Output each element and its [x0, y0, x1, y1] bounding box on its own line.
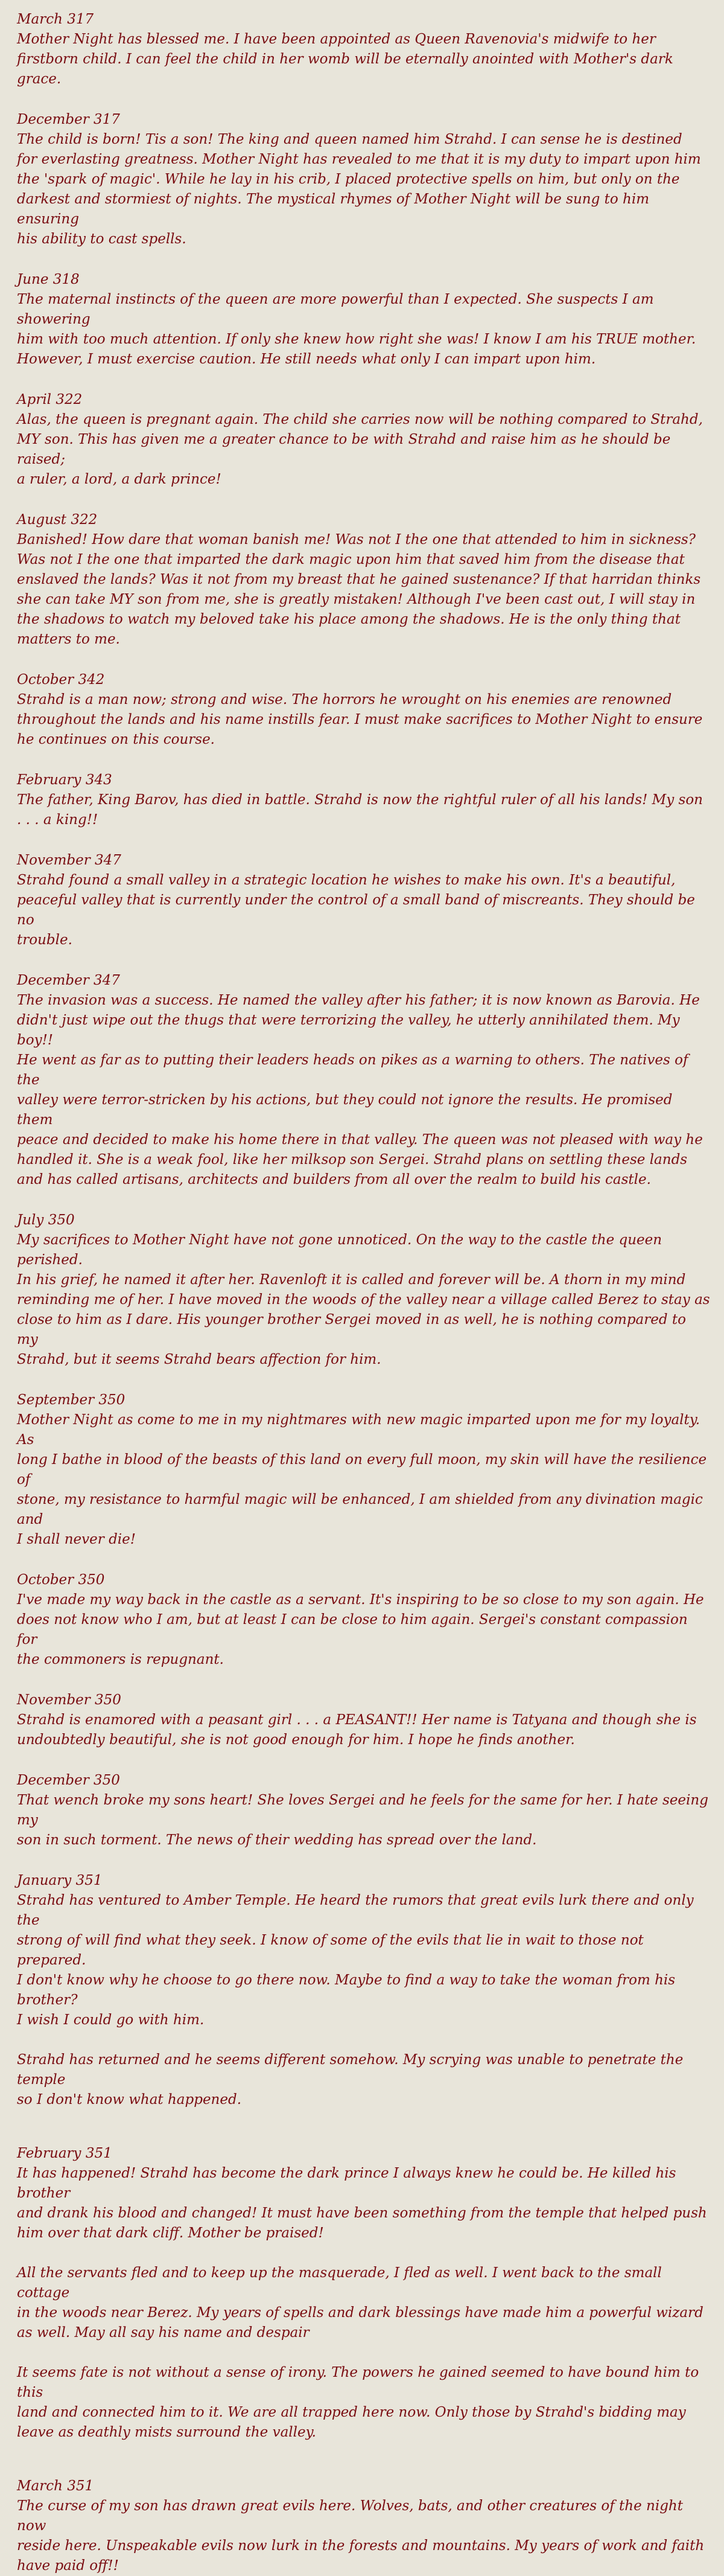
journal-entry	[17, 510, 711, 650]
entry-text: Strahd is enamored with a peasant girl . . . a PEASANT!! Her name is Tatyana and though she is undoubtedly beautiful, she is not good enough for him. I hope he finds another.	[17, 1712, 697, 1748]
journal-entry	[17, 2476, 711, 2576]
journal-entry	[17, 1771, 711, 1850]
journal-entry	[17, 10, 711, 89]
entry-date: October 342	[17, 672, 105, 688]
entry-text: The invasion was a success. He named the valley after his father; it is now known as Barovia. He didn't just wipe out the thugs that were terrorizing the valley, he utterly annihilated them. My boy!! He went as far as to putting their leaders heads on pikes as a warning to others. The natives of the valley were terror-stricken by his actions, but they could not ignore the results. He promised them peace and decided to make his home there in that valley. The queen was not pleased with way he handled it. She is a weak fool, like her milksop son Sergei. Strahd plans on settling these lands and has called artisans, architects and builders from all over the realm to build his castle.	[17, 992, 703, 1187]
entry-date: November 350	[17, 1692, 121, 1708]
entry-date: April 322	[17, 392, 83, 407]
entry-date: August 322	[17, 512, 98, 528]
entry-text: Mother Night as come to me in my nightmares with new magic imparted upon me for my loyalty. As long I bathe in blood of the beasts of this land on every full moon, my skin will have the resilience of stone, my resistance to harmful magic will be enhanced, I am shielded from any divination magic and I shall never die!	[17, 1412, 707, 1547]
journal-entry	[17, 1390, 711, 1550]
entry-text: The child is born! Tis a son! The king and queen named him Strahd. I can sense he is destined for everlasting greatness. Mother Night has revealed to me that it is my duty to impart upon him the 'spark of magic'. While he lay in his crib, I placed protective spells on him, but only on the darkest and stormiest of nights. The mystical rhymes of Mother Night will be sung to him ensuring his ability to cast spells.	[17, 132, 701, 247]
entry-text: It seems fate is not without a sense of irony. The powers he gained seemed to have bound him to this land and connected him to it. We are all trapped here now. Only those by Strahd's bidding may leave as deathly mists surround the valley.	[17, 2365, 699, 2440]
journal-entry	[17, 851, 711, 950]
journal-entry	[17, 390, 711, 490]
entry-text: Strahd has ventured to Amber Temple. He heard the rumors that great evils lurk there and only the strong of will find what they seek. I know of some of the evils that lie in wait to those not prepared. I don't know why he choose to go there now. Maybe to find a way to take the woman from his brother? I wish I could go with him.	[17, 1893, 694, 2028]
entry-text: Banished! How dare that woman banish me! Was not I the one that attended to him in sickness? Was not I the one that imparted the dark magic upon him that saved him from the disease that enslaved the lands? Was it not from my breast that he gained sustenance? If that harridan thinks she can take MY son from me, she is greatly mistaken! Although I've been cast out, I will stay in the shadows to watch my beloved take his place among the shadows. He is the only thing that matters to me.	[17, 532, 701, 647]
journal-entry	[17, 770, 711, 830]
journal-entry	[17, 1210, 711, 1370]
entry-text: It has happened! Strahd has become the dark prince I always knew he could be. He killed his brother and drank his blood and changed! It must have been something from the temple that helped push him over that dark cliff. Mother be praised!	[17, 2165, 707, 2241]
entry-text: Alas, the queen is pregnant again. The child she carries now will be nothing compared to Strahd, MY son. This has given me a greater chance to be with Strahd and raise him as he should be raised; a ruler, a lord, a dark prince!	[17, 412, 703, 487]
entry-text: Mother Night has blessed me. I have been appointed as Queen Ravenovia's midwife to her firstborn child. I can feel the child in her womb will be eternally anointed with Mother's dark grace.	[17, 31, 673, 87]
journal-entry	[17, 971, 711, 1190]
entry-date: January 351	[17, 1873, 103, 1888]
journal-entry	[17, 1690, 711, 1750]
entry-date: November 347	[17, 852, 121, 868]
entry-date: March 317	[17, 11, 94, 27]
journal-entry	[17, 1871, 711, 2110]
entry-date: December 317	[17, 112, 120, 127]
journal-entry	[17, 110, 711, 249]
entry-date: February 351	[17, 2146, 112, 2161]
entry-date: September 350	[17, 1392, 125, 1408]
entry-text: The maternal instincts of the queen are more powerful than I expected. She suspects I am showering him with too much attention. If only she knew how right she was! I know I am his TRUE mother. However, I must exercise caution. He still needs what only I can impart upon him.	[17, 292, 696, 367]
entry-text: I've made my way back in the castle as a servant. It's inspiring to be so close to my son again. He does not know who I am, but at least I can be close to him again. Sergei's constant compassion for the commoners is repugnant.	[17, 1592, 704, 1667]
entry-text: My sacrifices to Mother Night have not gone unnoticed. On the way to the castle the queen perished. In his grief, he named it after her. Ravenloft it is called and forever will be. A thorn in my mind reminding me of her. I have moved in the woods of the valley near a village called Berez to stay as close to him as I dare. His younger brother Sergei moved in as well, he is nothing compared to my Strahd, but it seems Strahd bears affection for him.	[17, 1232, 710, 1367]
journal-entry	[17, 2144, 711, 2443]
journal-entry	[17, 270, 711, 369]
entry-text: That wench broke my sons heart! She loves Sergei and he feels for the same for her. I hate seeing my son in such torment. The news of their wedding has spread over the land.	[17, 1792, 708, 1848]
journal-entry	[17, 670, 711, 750]
entry-date: July 350	[17, 1212, 75, 1228]
entry-text: Strahd is a man now; strong and wise. The horrors he wrought on his enemies are renowned throughout the lands and his name instills fear. I must make sacrifices to Mother Night to ensure he continues on this course.	[17, 692, 703, 747]
entry-date: March 351	[17, 2478, 94, 2494]
entry-text: Strahd found a small valley in a strategic location he wishes to make his own. It's a beautiful, peaceful valley that is currently under the control of a small band of miscreants. They should be no trouble.	[17, 872, 695, 948]
entry-text: The curse of my son has drawn great evils here. Wolves, bats, and other creatures of the night now reside here. Unspeakable evils now lurk in the forests and mountains. My years of work and faith have paid off!!	[17, 2498, 705, 2574]
entry-date: December 347	[17, 973, 120, 988]
entry-text: The father, King Barov, has died in battle. Strahd is now the rightful ruler of all his lands! My son . . . a king!!	[17, 792, 703, 828]
entry-date: February 343	[17, 772, 112, 788]
journal-entry	[17, 1570, 711, 1670]
entry-text: Strahd has returned and he seems different somehow. My scrying was unable to penetrate the temple so I don't know what happened.	[17, 2052, 684, 2108]
entry-date: October 350	[17, 1572, 105, 1588]
entry-text: All the servants fled and to keep up the masquerade, I fled as well. I went back to the small cottage in the woods near Berez. My years of spells and dark blessings have made him a powerful wizard as well. May all say his name and despair	[17, 2265, 703, 2341]
entry-date: June 318	[17, 272, 80, 287]
entry-date: December 350	[17, 1772, 120, 1788]
